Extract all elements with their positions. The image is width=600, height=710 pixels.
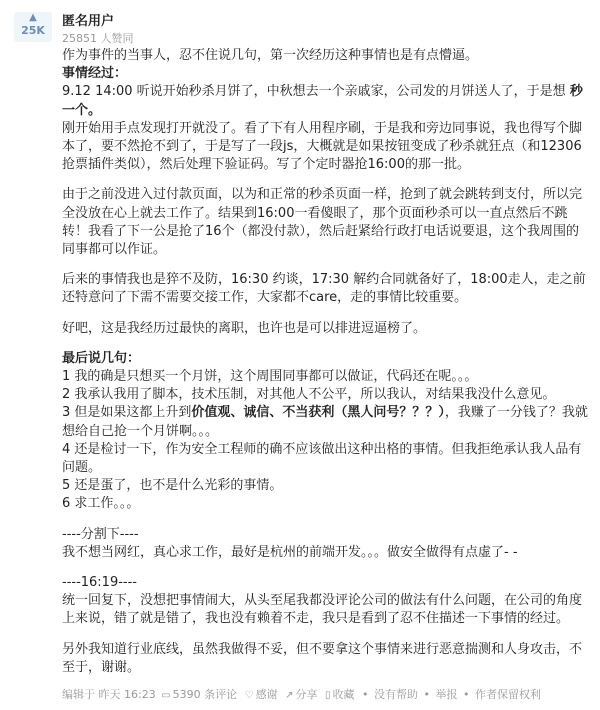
paragraph: 作为事件的当事人，忍不住说几句，第一次经历这种事情也是有点懵逼。	[62, 48, 479, 63]
paragraph: 后来的事情我也是猝不及防，16:30 约谈，17:30 解约合同就备好了，18:00走人，走之前还特意问了下需不需要交接工作，大家都不care，走的事情比较重要。	[62, 272, 586, 306]
paragraph	[62, 83, 590, 174]
share-icon: ↗	[285, 690, 294, 701]
separator-dot: •	[463, 688, 470, 701]
no-help-button[interactable]: 没有帮助	[374, 688, 419, 701]
comments-label: 5390 条评论	[172, 688, 238, 701]
paragraph: 好吧，这是我经历过最快的离职，也许也是可以排进逗逼榜了。	[62, 320, 427, 336]
comment-icon: ▭	[161, 690, 171, 701]
text: ，我赚了一分钱了？我就想给自己抢一个月饼啊。。。	[62, 405, 588, 439]
copyright-link[interactable]: 作者保留权利	[475, 688, 542, 701]
answer-content	[62, 47, 590, 677]
list-item: 4 还是检讨一下，作为安全工程师的确不应该做出这种出格的事情。但我拒绝承认我人品有问题。	[62, 441, 582, 476]
heart-icon: ♡	[244, 690, 254, 701]
separator-dot: •	[362, 688, 369, 701]
paragraph: 我不想当网红，真心求工作，最好是杭州的前端开发。。。做安全做得有点虚了- -	[62, 544, 518, 560]
thanks-button[interactable]	[245, 688, 280, 701]
paragraph: 另外我知道行业底线，虽然我做得不妥，但不要拿这个事情来进行恶意揣测和人身攻击，不至于，谢谢。	[62, 641, 583, 675]
paragraph: 统一回复下，没想把事情闹大，从头至尾我都没评论公司的做法有什么问题，在公司的角度上来说，错了就是错了，我也没有赖着不走，我只是看到了忍不住描述一下事情的经过。	[62, 593, 583, 627]
list-item: 2 我承认我用了脚本，技术压制，对其他人不公平，所以我认，对结果我没什么意见。	[62, 387, 556, 403]
list-item	[62, 404, 590, 440]
share-button[interactable]	[285, 688, 319, 701]
paragraph: 由于之前没进入过付款页面，以为和正常的秒杀页面一样，抢到了就会跳转到支付，所以完全没放在心上就去工作了。结果到16:00一看傻眼了，那个页面秒杀可以一直点然后不跳转！我看了下一公是抢了16个（都没付款），然后赶紧给行政打电话说要退，这个我周围的同事都可以作证。	[62, 187, 583, 258]
vote-count: 25K	[21, 24, 45, 37]
collect-button[interactable]	[325, 688, 357, 701]
separator-dot: •	[423, 688, 431, 701]
thanks-label: 感谢	[255, 688, 278, 701]
text: 9.12 14:00 听说开始秒杀月饼了，中秋想去一个亲戚家，公司发的月饼送人了，于是想	[62, 84, 570, 100]
bookmark-icon: ▯	[325, 690, 331, 701]
up-arrow-icon: ▲	[29, 12, 37, 23]
section-heading: 事情经过：	[62, 66, 128, 82]
section-heading: 最后说几句：	[62, 350, 141, 366]
comments-button[interactable]	[161, 688, 239, 701]
collect-label: 收藏	[332, 688, 355, 701]
report-button[interactable]: 举报	[435, 688, 458, 701]
text: 3 但是如果这都上升到	[62, 405, 192, 421]
text: 刚开始用手点发现打开就没了。看了下有人用程序刷，于是我和旁边同事说，我也得写个脚本了，要不然抢不到了，于是写了一段js，大概就是如果按钮变成了秒杀就狂点（和12306抢票插件类似），然后处理下验证码。写了个定时器抢16:00的那一批。	[62, 120, 583, 173]
list-item: 5 还是蛋了，也不是什么光彩的事情。	[62, 478, 283, 494]
vote-up-button[interactable]	[14, 12, 52, 42]
edited-time-link[interactable]: 编辑于 昨天 16:23	[62, 688, 156, 701]
answer-meta-bar	[62, 686, 543, 702]
divider-text: ----分割下----	[62, 526, 139, 542]
divider-text: ----16:19----	[62, 575, 137, 591]
author-name: 匿名用户	[62, 14, 115, 29]
list-item: 1 我的确是只想买一个月饼，这个周围同事都可以做证，代码还在呢。。。	[62, 369, 478, 385]
bold-text: 价值观、诚信、不当获利（黑人问号？？？）	[191, 405, 445, 421]
votes-text[interactable]: 25851 人赞同	[62, 32, 134, 45]
bold-text: 秒一个。	[62, 84, 583, 118]
list-item: 6 求工作。。。	[62, 496, 140, 512]
share-label: 分享	[295, 688, 318, 701]
